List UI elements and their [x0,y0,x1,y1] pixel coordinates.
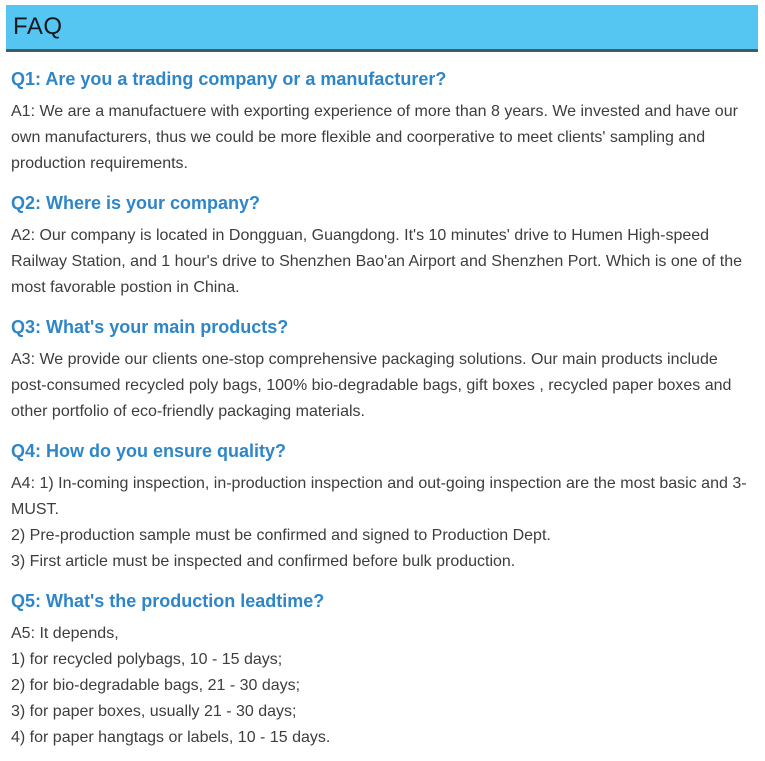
faq-question: Q3: What's your main products? [11,317,289,337]
faq-answer-line: 1) for recycled polybags, 10 - 15 days; [11,651,283,668]
faq-answer [11,347,753,425]
faq-item [11,439,753,575]
faq-item [11,191,753,301]
faq-item [11,67,753,177]
faq-question: Q1: Are you a trading company or a manufacturer? [11,69,447,89]
faq-answer-line: A2: Our company is located in Dongguan, Guangdong. It's 10 minutes' drive to Humen High-speed Railway Station, and 1 hour's drive to Shenzhen Bao'an Airport and Shenzhen Port. Which is one of the most favorable postion in China. [11,227,742,296]
faq-answer-line: 3) First article must be inspected and confirmed before bulk production. [11,553,516,570]
faq-answer-line: A1: We are a manufactuere with exporting experience of more than 8 years. We invested and have our own manufacturers, thus we could be more flexible and coorperative to meet clients' sampling and production requirements. [11,103,738,172]
faq-answer-line: 2) Pre-production sample must be confirmed and signed to Production Dept. [11,527,551,544]
faq-answer-line: A3: We provide our clients one-stop comprehensive packaging solutions. Our main products include post-consumed recycled poly bags, 100% bio-degradable bags, gift boxes , recycled paper boxes and other portfolio of eco-friendly packaging materials. [11,351,732,420]
faq-answer-line: A5: It depends, [11,625,119,642]
faq-header-banner [6,5,758,52]
faq-answer [11,99,753,177]
faq-question: Q5: What's the production leadtime? [11,591,325,611]
faq-answer [11,621,753,751]
faq-answer-line: 2) for bio-degradable bags, 21 - 30 days; [11,677,301,694]
faq-answer [11,223,753,301]
page-title: FAQ [13,13,63,40]
faq-answer [11,471,753,575]
faq-question: Q4: How do you ensure quality? [11,441,287,461]
faq-list [0,67,765,761]
faq-question: Q2: Where is your company? [11,193,261,213]
faq-answer-line: 4) for paper hangtags or labels, 10 - 15 days. [11,729,331,746]
faq-answer-line: 3) for paper boxes, usually 21 - 30 days; [11,703,297,720]
faq-item [11,589,753,751]
faq-answer-line: A4: 1) In-coming inspection, in-production inspection and out-going inspection are the most basic and 3-MUST. [11,475,747,518]
faq-item [11,315,753,425]
